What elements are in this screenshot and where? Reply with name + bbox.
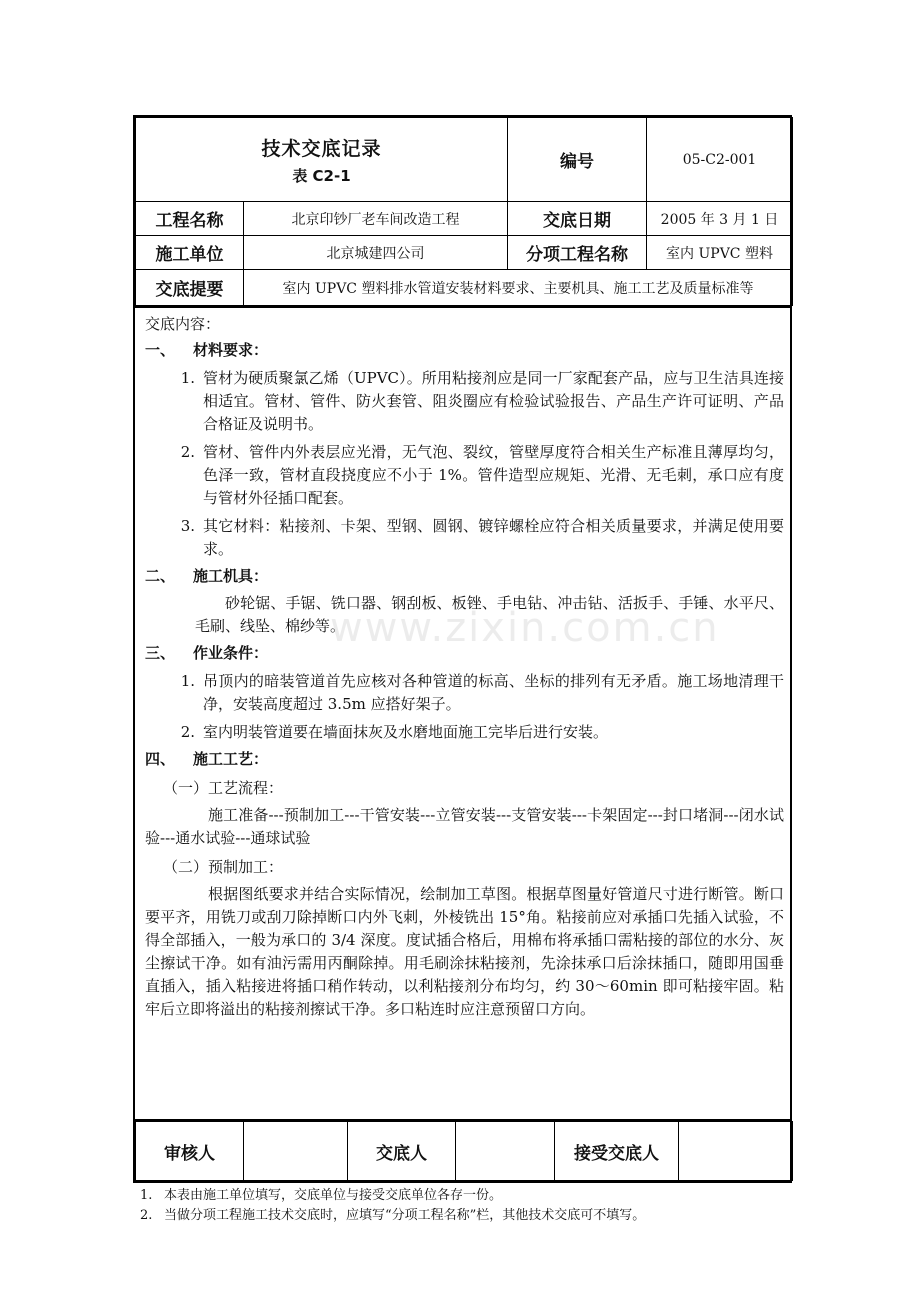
item-text: 管材为硬质聚氯乙烯（UPVC）。所用粘接剂应是同一厂家配套产品，应与卫生洁具连接相适宜。管材、管件、防火套管、阻炎圈应有检验试验报告、产品生产许可证明、产品合格证及说明书。 [203,369,784,433]
unit-value: 北京城建四公司 [244,236,508,270]
item-number: 2. [180,443,195,461]
item-number: 3. [180,517,195,535]
item-text: 吊顶内的暗装管道首先应核对各种管道的标高、坐标的排列有无矛盾。施工场地清理干净，安装高度超过 3.5m 应搭好架子。 [203,672,784,713]
content-heading: 交底内容： [145,315,221,333]
subproject-label: 分项工程名称 [508,236,647,270]
item-text: 管材、管件内外表层应光滑，无气泡、裂纹，管壁厚度符合相关生产标准且薄厚均匀，色泽一致，管材直段挠度应不小于 1%。管件造型应规矩、光滑、无毛刺，承口应有度与管材外径插口配套。 [203,443,784,507]
reviewer-field[interactable] [244,1122,348,1181]
project-label: 工程名称 [136,202,244,236]
presenter-label: 交底人 [348,1122,456,1181]
item-number: 1. [180,369,195,387]
receiver-field[interactable] [679,1122,793,1181]
section-number: 三、 [145,644,176,662]
list-item [145,670,784,716]
summary-label: 交底提要 [136,270,244,306]
reviewer-label: 审核人 [136,1122,244,1181]
section-process [145,748,784,771]
prefab-text: 根据图纸要求并结合实际情况，绘制加工草图。根据草图量好管道尺寸进行断管。断口要平齐，用铣刀或刮刀除掉断口内外飞刺，外棱铣出 15°角。粘接前应对承插口先插入试验，不得全部插入，一般为承口的 3/4 深度。度试插合格后，用棉布将承插口需粘接的部位的水分、灰尘擦试干净。如有油污需用丙酮除掉。用毛刷涂抹粘接剂，先涂抹承口后涂抹插口，随即用国垂直插入，插入粘接进将插口稍作转动，以利粘接剂分布均匀，约 30～60min 即可粘接牢固。粘牢后立即将溢出的粘接剂擦试干净。多口粘连时应注意预留口方向。 [145,885,784,1018]
note-text: 当做分项工程施工技术交底时，应填写“分项工程名称”栏，其他技术交底可不填写。 [164,1208,646,1223]
form-title: 技术交底记录 [261,137,382,160]
content-area [133,307,792,1119]
watermark: www.zixin.com.cn [330,605,720,651]
section-number: 四、 [145,750,176,768]
note-text: 本表由施工单位填写，交底单位与接受交底单位各存一份。 [164,1188,503,1203]
section-title: 材料要求： [193,341,269,359]
list-item [145,721,784,744]
item-text: 其它材料：粘接剂、卡架、型钢、圆钢、镀锌螺栓应符合相关质量要求，并满足使用要求。 [203,517,784,558]
list-item [145,441,784,510]
section-number: 二、 [145,567,176,585]
title-cell [136,118,508,202]
date-label: 交底日期 [508,202,647,236]
section-title: 作业条件： [193,644,269,662]
summary-value: 室内 UPVC 塑料排水管道安装材料要求、主要机具、施工工艺及质量标准等 [244,270,793,306]
note-number: 1. [140,1188,153,1203]
project-value: 北京印钞厂老车间改造工程 [244,202,508,236]
process-flow-text: 施工准备---预制加工---干管安装---立管安装---支管安装---卡架固定---封口堵洞---闭水试验---通水试验---通球试验 [145,806,784,847]
subproject-value: 室内 UPVC 塑料 [647,236,793,270]
subsection-title: （一）工艺流程： [163,779,284,797]
note-number: 2. [140,1208,153,1223]
section-tools [145,565,784,588]
section-title: 施工工艺： [193,750,269,768]
tools-text: 砂轮锯、手锯、铣口器、钢刮板、板锉、手电钻、冲击钻、活扳手、手锤、水平尺、毛刷、线坠、棉纱等。 [195,594,784,635]
section-title: 施工机具： [193,567,269,585]
presenter-field[interactable] [456,1122,555,1181]
note-item [140,1206,645,1226]
signature-table [133,1119,792,1183]
form-number: 表 C2-1 [292,166,351,185]
notes [140,1186,645,1226]
list-item [145,367,784,436]
date-value: 2005 年 3 月 1 日 [647,202,793,236]
header-grid [135,117,793,306]
header-table [133,115,792,308]
section-materials [145,339,784,362]
section-number: 一、 [145,341,176,359]
code-value: 05-C2-001 [647,118,793,202]
item-text: 室内明装管道要在墙面抹灰及水磨地面施工完毕后进行安装。 [203,723,609,741]
item-number: 2. [180,723,195,741]
signature-grid [135,1121,793,1181]
receiver-label: 接受交底人 [555,1122,679,1181]
list-item [145,515,784,561]
item-number: 1. [180,672,195,690]
unit-label: 施工单位 [136,236,244,270]
subsection-title: （二）预制加工： [163,858,284,876]
note-item [140,1186,645,1206]
code-label: 编号 [508,118,647,202]
